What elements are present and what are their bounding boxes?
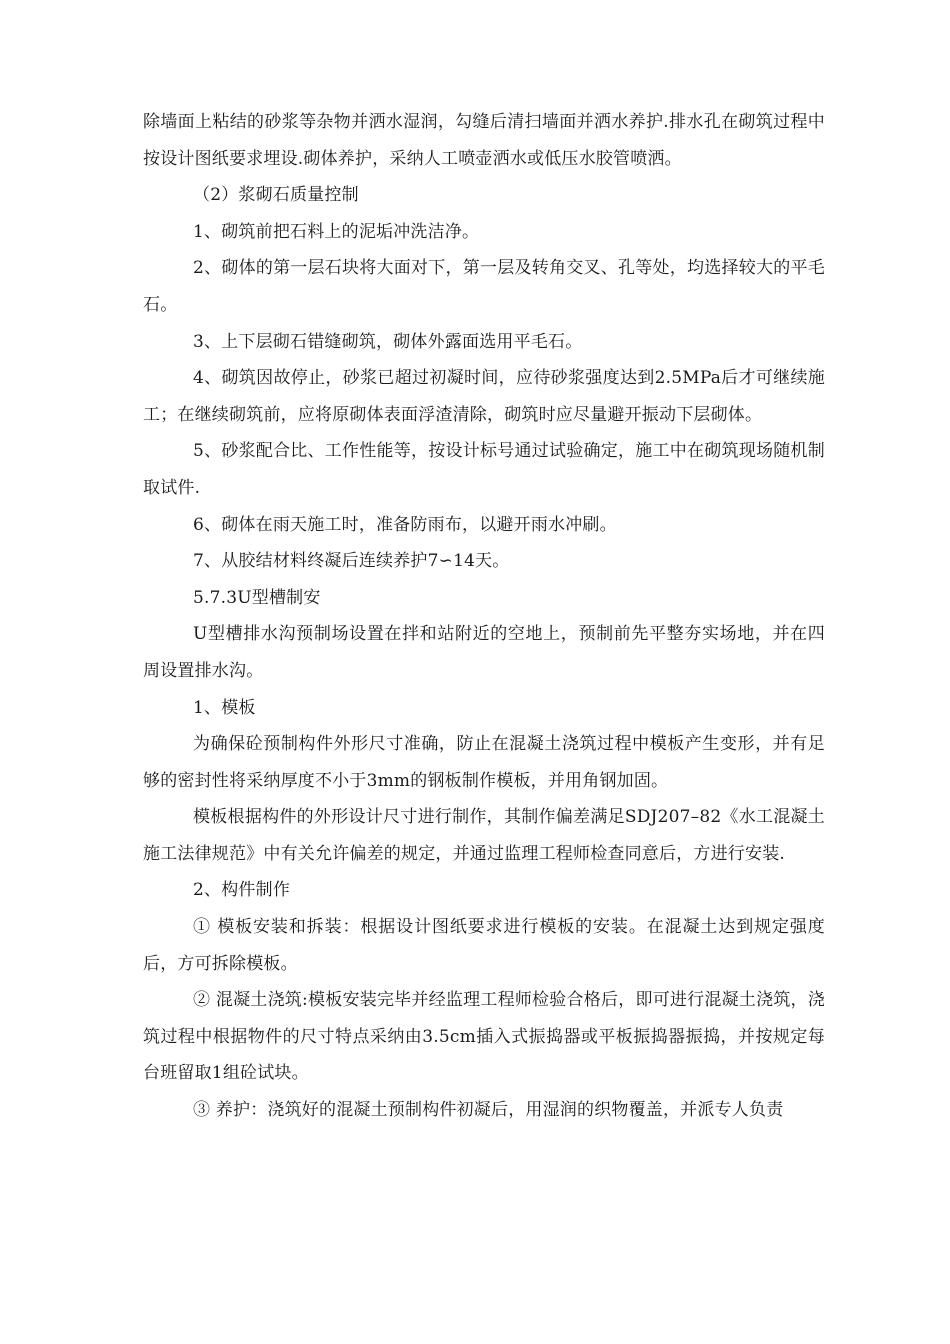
list-item: 5、砂浆配合比、工作性能等，按设计标号通过试验确定，施工中在砌筑现场随机制取试件. [143, 441, 825, 498]
section-heading: 5.7.3U型槽制安 [193, 587, 321, 608]
paragraph: 模板根据构件的外形设计尺寸进行制作，其制作偏差满足SDJ207–82《水工混凝土施工法律规范》中有关允许偏差的规定，并通过监理工程师检查同意后，方进行安装. [143, 807, 825, 864]
paragraph: 为确保砼预制构件外形尺寸准确，防止在混凝土浇筑过程中模板产生变形，并有足够的密封性将采纳厚度不小于3mm的钢板制作模板，并用角钢加固。 [143, 734, 825, 791]
document-body [143, 104, 825, 1129]
paragraph: U型槽排水沟预制场设置在拌和站附近的空地上，预制前先平整夯实场地，并在四周设置排水沟。 [143, 624, 825, 681]
section-heading: （2）浆砌石质量控制 [193, 185, 359, 206]
list-item: 7、从胶结材料终凝后连续养护7∽14天。 [193, 551, 510, 572]
list-item: ② 混凝土浇筑:模板安装完毕并经监理工程师检验合格后，即可进行混凝土浇筑，浇筑过程中根据物件的尺寸特点采纳由3.5cm插入式振捣器或平板振捣器振捣，并按规定每台班留取1组砼试块。 [143, 990, 825, 1084]
list-item: 2、砌体的第一层石块将大面对下，第一层及转角交叉、孔等处，均选择较大的平毛石。 [143, 258, 825, 315]
subsection-heading: 2、构件制作 [193, 880, 291, 901]
paragraph: 除墙面上粘结的砂浆等杂物并洒水湿润，勾缝后清扫墙面并洒水养护.排水孔在砌筑过程中按设计图纸要求埋设.砌体养护，采纳人工喷壶洒水或低压水胶管喷洒。 [143, 112, 825, 169]
list-item: 6、砌体在雨天施工时，准备防雨布，以避开雨水冲刷。 [193, 514, 617, 535]
list-item: 1、砌筑前把石料上的泥垢冲洗洁净。 [193, 221, 480, 242]
list-item: ① 模板安装和拆装：根据设计图纸要求进行模板的安装。在混凝土达到规定强度后，方可拆除模板。 [143, 917, 825, 974]
list-item: 4、砌筑因故停止，砂浆已超过初凝时间，应待砂浆强度达到2.5MPa后才可继续施工；在继续砌筑前，应将原砌体表面浮渣清除，砌筑时应尽量避开振动下层砌体。 [143, 368, 825, 425]
list-item: 3、上下层砌石错缝砌筑，砌体外露面选用平毛石。 [193, 331, 583, 352]
subsection-heading: 1、模板 [193, 697, 256, 718]
list-item: ③ 养护：浇筑好的混凝土预制构件初凝后，用湿润的织物覆盖，并派专人负责 [193, 1100, 784, 1121]
